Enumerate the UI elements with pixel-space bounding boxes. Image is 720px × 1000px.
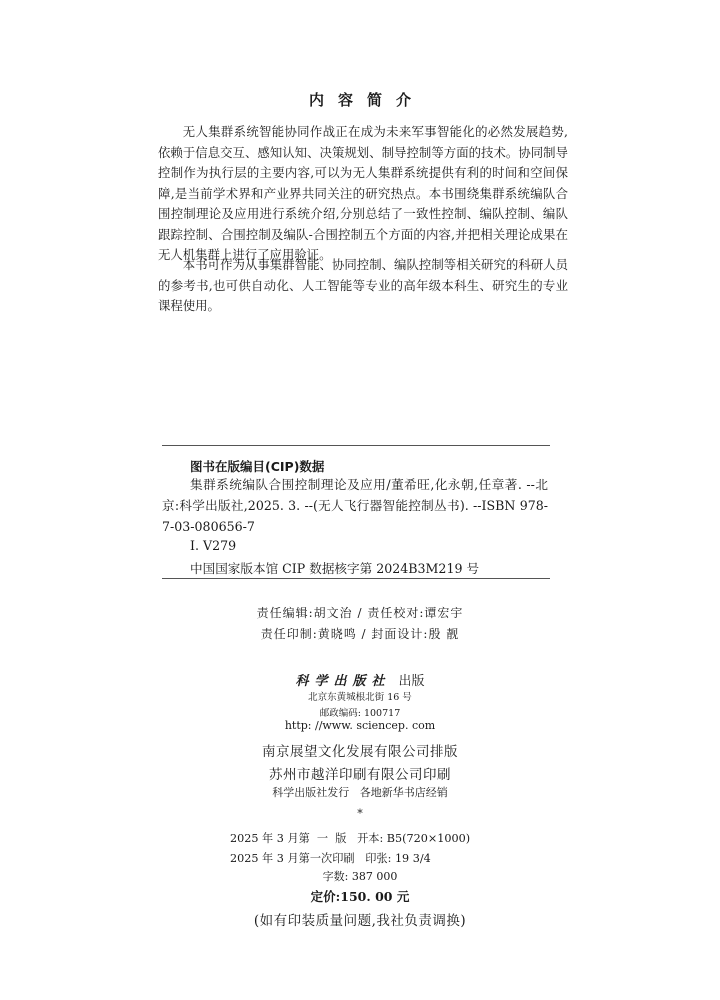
publisher-logo: 科学出版社 xyxy=(295,674,391,689)
publisher-line xyxy=(0,670,720,689)
distribution: 科学出版社发行 各地新华书店经销 xyxy=(272,786,448,799)
publisher-url: http: //www. sciencep. com xyxy=(284,719,436,732)
price-label: 定价: xyxy=(310,889,341,904)
typesetter: 南京展望文化发展有限公司排版 xyxy=(262,744,458,760)
credits-production: 责任印制:黄晓鸣 / 封面设计:殷 靓 xyxy=(260,627,460,641)
price-value: 150. 00 元 xyxy=(340,889,410,904)
intro-paragraph-1: 无人集群系统智能协同作战正在成为未来军事智能化的必然发展趋势,依赖于信息交互、感知认知、决策规划、制导控制等方面的技术。协同制导控制作为执行层的主要内容,可以为无人集群系统提供有利的时间和空间保障,是当前学术界和产业界共同关注的研究热点。本书围绕集群系统编队合围控制理论及应用进行系统介绍,分别总结了一致性控制、编队控制、编队跟踪控制、合围控制及编队-合围控制五个方面的内容,并把相关理论成果在无人机集群上进行了应用验证。 xyxy=(158,124,568,262)
cip-top-rule xyxy=(162,445,550,446)
printer: 苏州市越洋印刷有限公司印刷 xyxy=(269,767,451,783)
word-count: 字数: 387 000 xyxy=(322,870,398,883)
cip-entry: 集群系统编队合围控制理论及应用/董希旺,化永朝,任章著. --北京:科学出版社,2025. 3. --(无人飞行器智能控制丛书). --ISBN 978-7-03-080656-7 xyxy=(162,477,548,534)
price xyxy=(0,887,720,905)
printing-info: 2025 年 3 月第一次印刷 印张: 19 3/4 xyxy=(230,852,431,865)
cip-heading: 图书在版编目(CIP)数据 xyxy=(190,459,325,474)
edition-info: 2025 年 3 月第 一 版 开本: B5(720×1000) xyxy=(230,832,471,845)
cip-bottom-rule xyxy=(162,578,550,579)
separator-star: * xyxy=(357,807,363,820)
cip-classification: Ⅰ. V279 xyxy=(190,538,237,553)
quality-notice: (如有印装质量问题,我社负责调换) xyxy=(253,913,467,929)
cip-approval-number: 中国国家版本馆 CIP 数据核字第 2024B3M219 号 xyxy=(190,561,480,576)
credits-editors: 责任编辑:胡文治 / 责任校对:谭宏宇 xyxy=(256,606,464,620)
intro-paragraph-2: 本书可作为从事集群智能、协同控制、编队控制等相关研究的科研人员的参考书,也可供自动化、人工智能等专业的高年级本科生、研究生的专业课程使用。 xyxy=(158,257,568,313)
publisher-address: 北京东黄城根北街 16 号 xyxy=(308,692,412,703)
publisher-postcode: 邮政编码: 100717 xyxy=(319,708,401,719)
intro-title: 内容简介 xyxy=(308,91,425,109)
publisher-suffix: 出版 xyxy=(398,674,425,689)
